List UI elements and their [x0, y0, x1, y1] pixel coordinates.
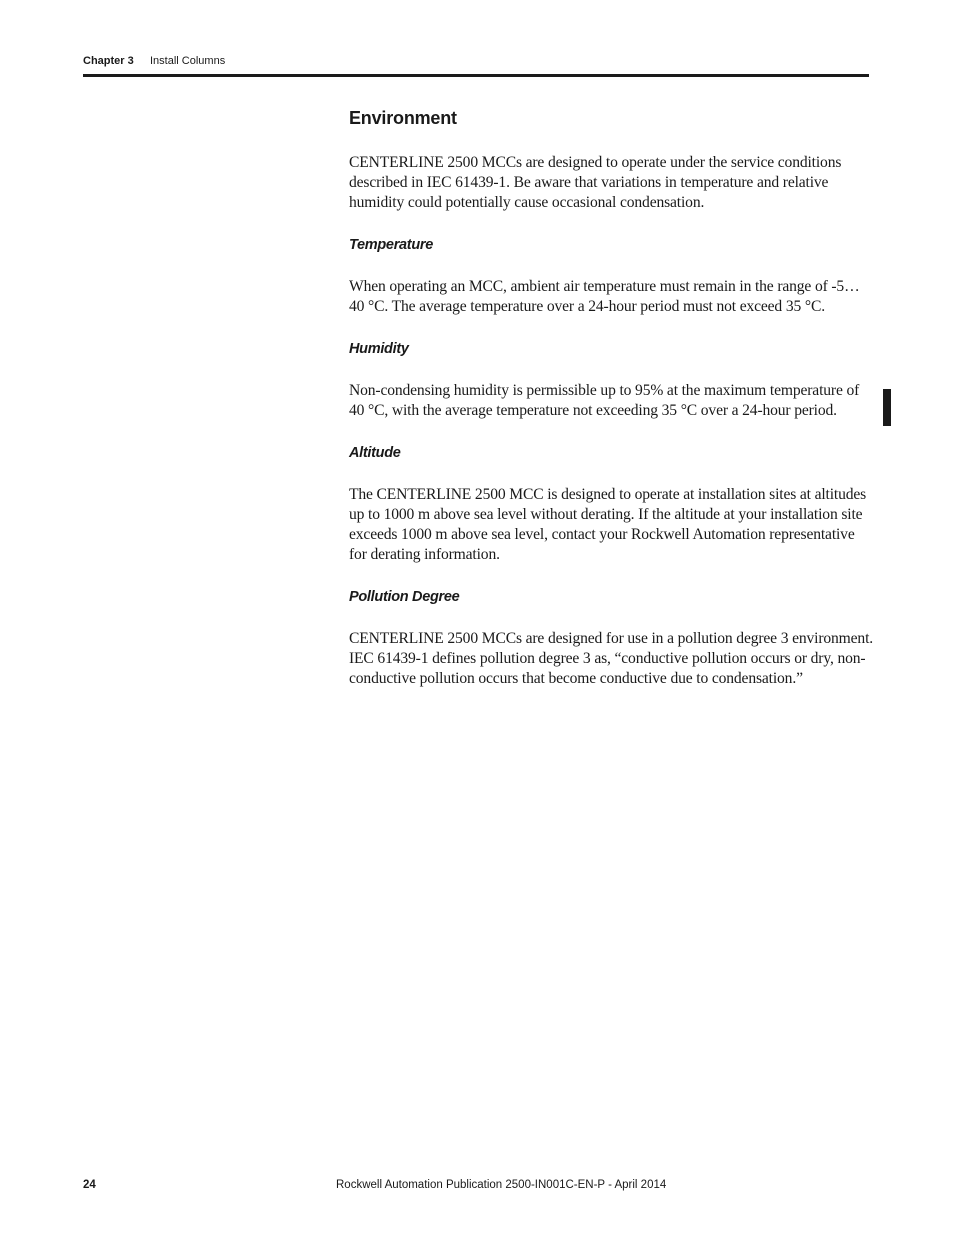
subheading-temperature: Temperature [349, 237, 433, 253]
page-footer [83, 1177, 869, 1193]
header-rule [83, 74, 869, 77]
paragraph-altitude: The CENTERLINE 2500 MCC is designed to operate at installation sites at altitudes up to 1000 m above sea level without derating. If the altitude at your installation site exceeds 1000 m above sea level, contact your Rockwell Automation representative for derating information. [349, 486, 867, 563]
paragraph-pollution-degree: CENTERLINE 2500 MCCs are designed for use in a pollution degree 3 environment. IEC 61439-1 defines pollution degree 3 as, “conductive pollution occurs or dry, non-conductive pollution occurs that become conductive due to condensation.” [349, 630, 874, 687]
paragraph-humidity: Non-condensing humidity is permissible up to 95% at the maximum temperature of 40 °C, with the average temperature not exceeding 35 °C over a 24-hour period. [349, 382, 860, 419]
section-title: Environment [349, 108, 457, 128]
chapter-label: Chapter 3 [83, 55, 134, 67]
paragraph-temperature: When operating an MCC, ambient air temperature must remain in the range of -5…40 °C. The average temperature over a 24-hour period must not exceed 35 °C. [349, 278, 860, 315]
change-bar [883, 389, 891, 426]
page-header [83, 54, 869, 68]
publication-info: Rockwell Automation Publication 2500-IN001C-EN-P - April 2014 [336, 1179, 667, 1191]
subheading-pollution-degree: Pollution Degree [349, 589, 460, 605]
subheading-humidity: Humidity [349, 341, 409, 357]
intro-paragraph: CENTERLINE 2500 MCCs are designed to operate under the service conditions described in IEC 61439-1. Be aware that variations in temperature and relative humidity could potentially cause occasional condensation. [349, 154, 842, 211]
subheading-altitude: Altitude [349, 445, 401, 461]
page-number: 24 [83, 1179, 96, 1191]
main-content [349, 106, 874, 689]
chapter-title: Install Columns [150, 55, 226, 67]
